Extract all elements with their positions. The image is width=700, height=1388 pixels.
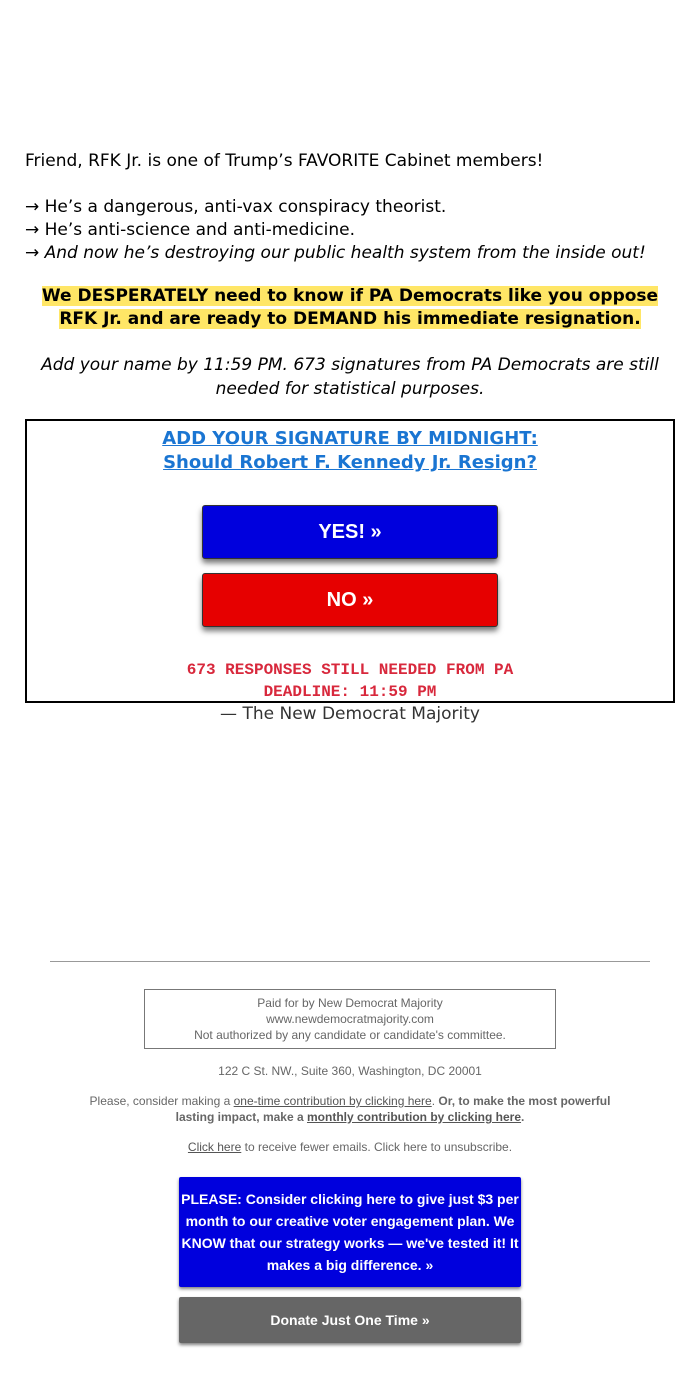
fewer-emails-text xyxy=(0,1139,700,1155)
address: 122 C St. NW., Suite 360, Washington, DC 20001 xyxy=(218,1064,482,1078)
deadline: DEADLINE: 11:59 PM xyxy=(263,683,437,701)
fewer-emails-link[interactable]: Click here xyxy=(187,1140,242,1154)
text: Or, to make the most powerful lasting impact, make a xyxy=(175,1094,611,1124)
signature: — The New Democrat Majority xyxy=(220,704,480,724)
unsubscribe-text[interactable]: to receive fewer emails. Click here to unsubscribe. xyxy=(241,1140,513,1154)
bullet: → He’s a dangerous, anti-vax conspiracy theorist. xyxy=(25,197,447,217)
no-button[interactable]: NO » xyxy=(202,573,498,627)
text: . xyxy=(431,1094,439,1108)
greeting: Friend, RFK Jr. is one of Trump’s FAVORITE Cabinet members! xyxy=(25,151,544,171)
highlight-callout xyxy=(25,285,675,331)
responses-needed: 673 RESPONSES STILL NEEDED FROM PA xyxy=(186,661,514,679)
highlight-text: We DESPERATELY need to know if PA Democrats like you oppose RFK Jr. and are ready to DEMAND his immediate resignation. xyxy=(41,286,659,329)
contribution-text xyxy=(70,1093,630,1125)
paid-line: Paid for by New Democrat Majority xyxy=(257,996,443,1010)
text: Please, consider making a xyxy=(89,1094,234,1108)
footer xyxy=(0,989,700,1343)
email-body xyxy=(25,150,675,726)
one-time-link[interactable]: one-time contribution by clicking here xyxy=(233,1094,432,1108)
divider xyxy=(50,961,650,962)
one-time-donate-button[interactable]: Donate Just One Time » xyxy=(179,1297,521,1343)
monthly-link[interactable]: monthly contribution by clicking here xyxy=(307,1110,522,1124)
paid-for-box xyxy=(144,989,556,1049)
yes-button[interactable]: YES! » xyxy=(202,505,498,559)
website: www.newdemocratmajority.com xyxy=(266,1012,434,1026)
deadline-note: Add your name by 11:59 PM. 673 signatures from PA Democrats are still needed for statistical purposes. xyxy=(41,355,659,399)
poll-title-link[interactable]: ADD YOUR SIGNATURE BY MIDNIGHT: xyxy=(162,428,538,449)
monthly-donate-button[interactable]: PLEASE: Consider clicking here to give just $3 per month to our creative voter engagement plan. We KNOW that our strategy works — we've tested it! It makes a big difference. » xyxy=(179,1177,521,1287)
poll-question-link[interactable]: Should Robert F. Kennedy Jr. Resign? xyxy=(163,452,537,473)
paid-line: Not authorized by any candidate or candidate's committee. xyxy=(194,1028,506,1042)
poll-box xyxy=(25,419,675,703)
bullet: → He’s anti-science and anti-medicine. xyxy=(25,220,355,240)
text: . xyxy=(521,1110,525,1124)
bullet: → And now he’s destroying our public health system from the inside out! xyxy=(25,243,646,263)
